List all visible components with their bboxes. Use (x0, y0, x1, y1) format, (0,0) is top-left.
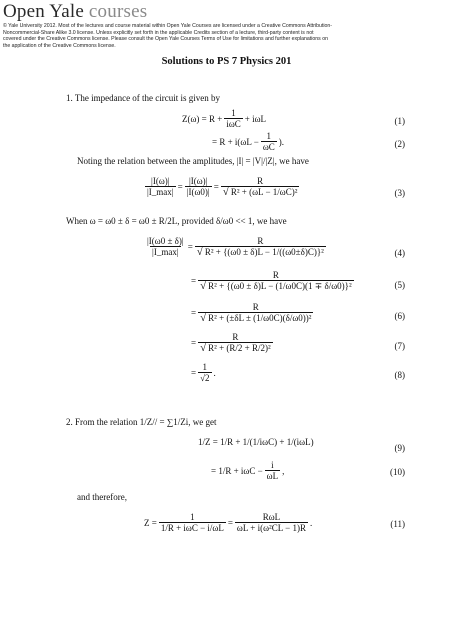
equation-7: = $\frac{R}{\text{√ R² + (R/2 + R/2)²}}$ (191, 332, 271, 354)
eqnum-6: (6) (394, 311, 405, 321)
eqnum-2: (2) (394, 139, 405, 149)
problem1-when: When ω = ω0 ± δ = ω0 ± R/2L, provided δ/ω0 << 1, we have (66, 216, 287, 226)
brand-sub: courses (88, 1, 148, 22)
problem1-note: Noting the relation between the amplitudes, |I| = |V|/|Z|, we have (77, 156, 309, 166)
problem2-intro: 2. From the relation 1/Z// = ∑1/Zi, we get (66, 417, 217, 427)
equation-3: $\frac{|I(\omega)|}{|I\_\max|}$ = $\frac{|I(\omega)|}{|I(\omega 0)|}$ = $\frac{R}{\text{√ R² + (ωL − 1/ωC)²}}$ (147, 176, 298, 198)
eqnum-8: (8) (394, 370, 405, 380)
eqnum-4: (4) (394, 248, 405, 258)
eqnum-9: (9) (394, 443, 405, 453)
equation-11: Z = $\frac{1}{\text{1/R + iωC − i/ωL}}$ = $\frac{\text{RωL}}{\text{ωL + i(ω²CL − 1)R}}$ . (144, 512, 313, 533)
eqnum-10: (10) (390, 467, 405, 477)
equation-2: = R + i(ωL − $\frac{1}{\omega C}$ ). (212, 131, 285, 152)
eqnum-5: (5) (394, 280, 405, 290)
license-notice: © Yale University 2012. Most of the lectures and course material within Open Yale Courses are licensed under a Creative Commons Attribution-Noncommercial-Share Alike 3.0 license. Unless explicitly set forth in the applicable Credits section of a lecture, third-party content is not covered under the Creative Commons license. Please consult the Open Yale Courses Terms of Use for limitations and further explanations on the application of the Creative Commons license. (3, 23, 332, 49)
equation-4: $\frac{|I(\omega 0 \pm \delta)|}{|I\_\max|}$ = $\frac{R}{\text{√ R² + \{(ω0 ± δ)L − 1/((ω0±δ)C)\}²}}$ (147, 236, 324, 258)
equation-8: = $\frac{1}{√2}$ . (191, 362, 216, 383)
eqnum-11: (11) (390, 519, 405, 529)
eqnum-7: (7) (394, 341, 405, 351)
brand-main: Open Yale (3, 1, 84, 22)
document-title: Solutions to PS 7 Physics 201 (161, 56, 292, 67)
equation-9: 1/Z = 1/R + 1/(1/iωC) + 1/(iωL) (198, 437, 314, 447)
eqnum-1: (1) (394, 116, 405, 126)
open-yale-courses-logo (3, 1, 147, 23)
equation-1: Z(ω) = R + $\frac{1}{\text{iωC}}$ + iωL (182, 108, 267, 129)
equation-6: = $\frac{R}{\text{√ R² + (±δL ± (1/ω0C)(δ/ω0))²}}$ (191, 302, 312, 324)
problem2-therefore: and therefore, (77, 492, 127, 502)
equation-5: = $\frac{R}{\text{√ R² + \{(ω0 ± δ)L − (1/ω0C)(1 ∓ δ/ω0)\}²}}$ (191, 270, 352, 292)
eqnum-3: (3) (394, 188, 405, 198)
problem1-intro: 1. The impedance of the circuit is given by (66, 93, 221, 103)
equation-10: = 1/R + iωC − $\frac{i}{\omega L}$ , (211, 460, 285, 481)
